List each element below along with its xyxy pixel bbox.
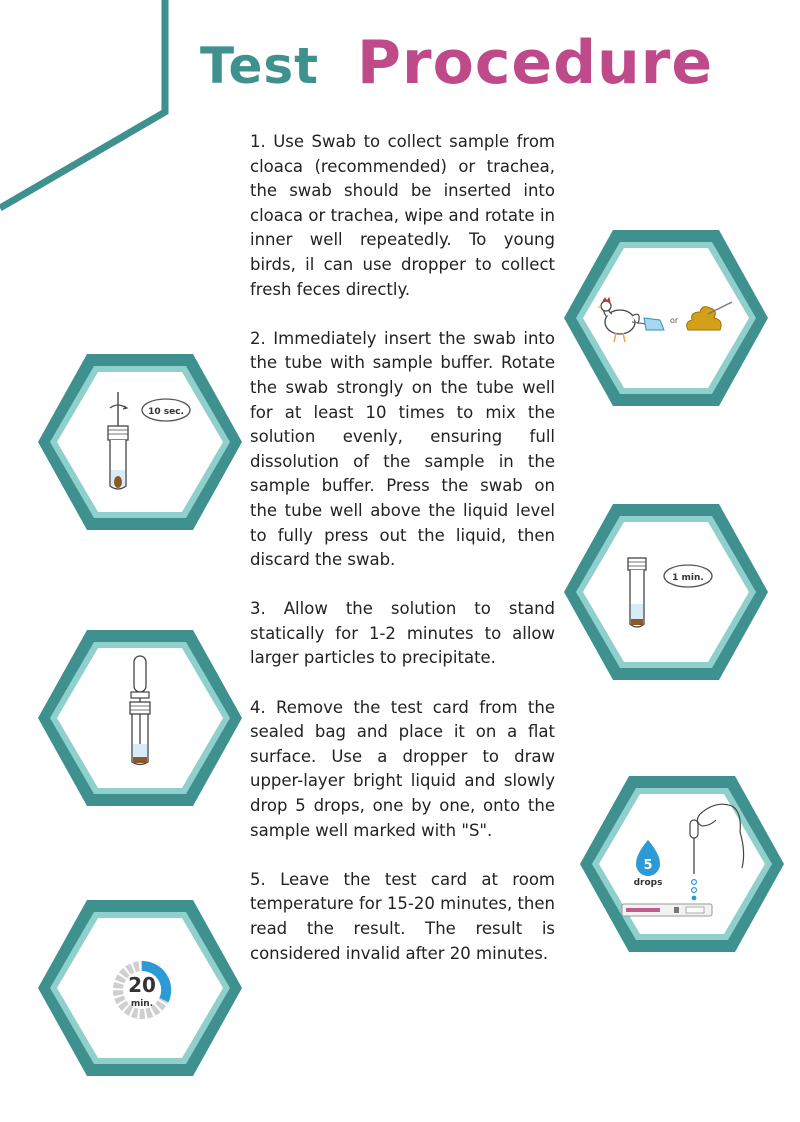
step-4-text: 4. Remove the test card from the sealed bag and place it on a flat surface. Use a dropper to draw upper-layer bright liquid and slowly drop 5 drops, one by one, onto the sample well marked with "S".: [250, 697, 555, 840]
timer-badge: [142, 399, 190, 421]
test-card-icon: [622, 904, 712, 916]
step-1-text: 1. Use Swab to collect sample from cloaca (recommended) or trachea, the swab should be inserted into cloaca or trachea, wipe and rotate in inner well repeatedly. To young birds, il can use dropper to collect fresh feces directly.: [250, 132, 555, 299]
hex-rotate-swab: [34, 350, 246, 534]
drop-count: 5: [643, 858, 653, 873]
stand-time-label: 1 min.: [672, 573, 704, 583]
hex-collect-sample: [560, 226, 772, 410]
drops-label: drops: [633, 878, 663, 888]
title-word-procedure: Procedure: [357, 28, 714, 98]
steps-text: [250, 130, 555, 991]
timer-minutes: 20: [128, 973, 156, 997]
step-3-text: 3. Allow the solution to stand statically for 1-2 minutes to allow larger particles to precipitate.: [250, 599, 555, 668]
title-word-test: Test: [200, 37, 320, 95]
step-2-text: 2. Immediately insert the swab into the tube with sample buffer. Rotate the swab strongly on the tube well for at least 10 times to mix the solution evenly, ensuring full dissolution of the sample in the sample buffer. Press the swab on the tube well above the liquid level to fully press out the liquid, then discard the swab.: [250, 328, 555, 570]
hex-dropper: [34, 626, 246, 810]
rotate-time-label: 10 sec.: [148, 407, 184, 417]
tube-icon: [628, 558, 646, 627]
hex-drops: [576, 772, 788, 956]
timer-unit: min.: [130, 999, 154, 1009]
hex-stand: [560, 500, 772, 684]
step-5-text: 5. Leave the test card at room temperature for 15-20 minutes, then read the result. The result is considered invalid after 20 minutes.: [250, 869, 555, 963]
or-label: or: [670, 316, 679, 325]
timer-badge: [664, 565, 712, 587]
hex-timer: [34, 896, 246, 1080]
page-title: [200, 28, 713, 98]
